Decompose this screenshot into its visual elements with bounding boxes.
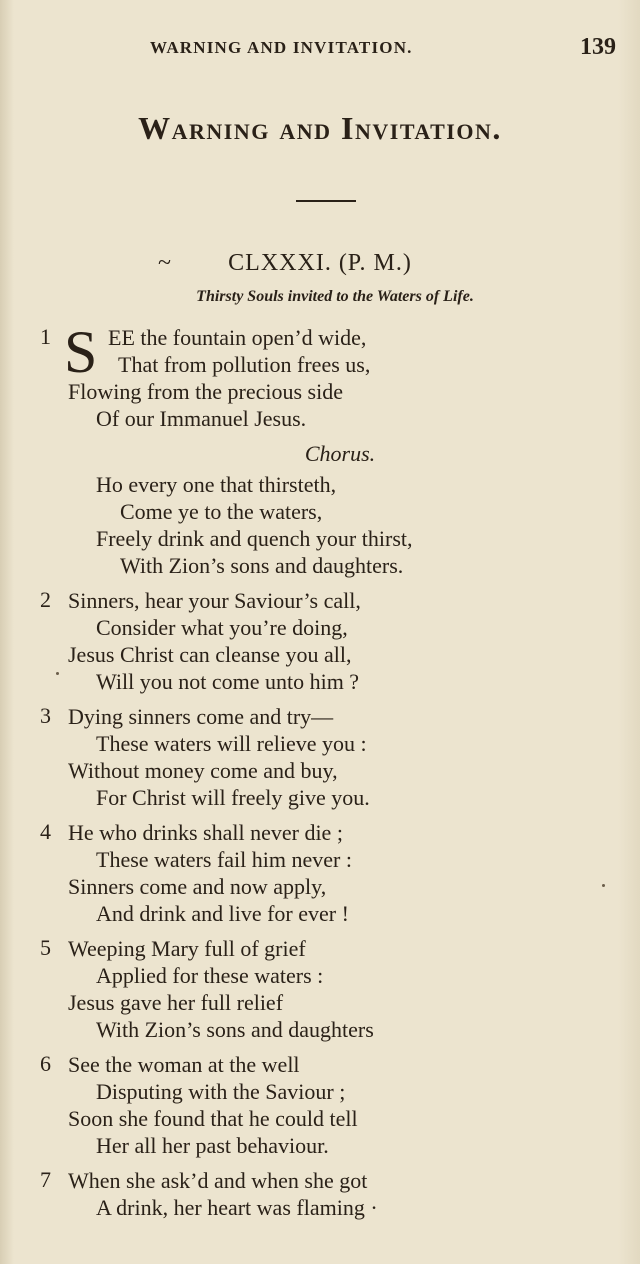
verse-line: Without money come and buy, bbox=[68, 758, 338, 783]
stanza-3 bbox=[0, 703, 640, 811]
hymn-number-text: CLXXXI. (P. M.) bbox=[228, 250, 412, 276]
verse-line: Dying sinners come and try— bbox=[68, 704, 334, 729]
verse-line: See the woman at the well bbox=[68, 1052, 300, 1077]
verse-line: Sinners come and now apply, bbox=[68, 874, 327, 899]
chorus-line: Freely drink and quench your thirst, bbox=[96, 526, 413, 551]
chorus-line: Ho every one that thirsteth, bbox=[96, 472, 337, 497]
verse-line: Applied for these waters : bbox=[96, 963, 324, 988]
stanza-number: 6 bbox=[40, 1051, 51, 1076]
paper-speck bbox=[56, 672, 59, 675]
paper-speck bbox=[602, 884, 605, 887]
verse-line: Consider what you’re doing, bbox=[96, 615, 348, 640]
title-divider bbox=[296, 200, 356, 202]
verse-line: For Christ will freely give you. bbox=[96, 785, 370, 810]
page-number: 139 bbox=[580, 34, 616, 60]
stanza-6 bbox=[0, 1051, 640, 1159]
verse-line: Of our Immanuel Jesus. bbox=[96, 406, 307, 431]
verse-line: Sinners, hear your Saviour’s call, bbox=[68, 588, 361, 613]
stanza-1 bbox=[0, 319, 640, 432]
verse-line: He who drinks shall never die ; bbox=[68, 820, 343, 845]
verse-line: Weeping Mary full of grief bbox=[68, 936, 306, 961]
stanza-number: 3 bbox=[40, 703, 51, 728]
stanza-number: 2 bbox=[40, 587, 51, 612]
running-head: WARNING AND INVITATION. bbox=[150, 38, 413, 57]
verse-line: Flowing from the precious side bbox=[68, 379, 343, 404]
stanza-4 bbox=[0, 819, 640, 927]
stanza-number: 1 bbox=[40, 324, 51, 349]
drop-cap: S bbox=[64, 319, 98, 385]
verse-line: A drink, her heart was flaming · bbox=[96, 1195, 378, 1220]
chorus bbox=[0, 471, 640, 579]
stanza-7 bbox=[0, 1167, 640, 1221]
chorus-line: With Zion’s sons and daughters. bbox=[120, 553, 404, 578]
stanza-number: 7 bbox=[40, 1167, 51, 1192]
stanza-2 bbox=[0, 587, 640, 695]
verse-line: These waters will relieve you : bbox=[96, 731, 367, 756]
verse-line: That from pollution frees us, bbox=[118, 352, 371, 377]
verse-line: When she ask’d and when she got bbox=[68, 1168, 368, 1193]
page-header bbox=[150, 36, 620, 64]
verse-line: Jesus gave her full relief bbox=[68, 990, 284, 1015]
section-title: Warning and Invitation. bbox=[138, 110, 502, 146]
ornament-dash-icon: ~ bbox=[158, 250, 172, 276]
verse-line: EE the fountain open’d wide, bbox=[108, 325, 367, 350]
stanza-number: 5 bbox=[40, 935, 51, 960]
hymn-number bbox=[0, 250, 640, 277]
hymn-verses bbox=[0, 319, 640, 1229]
verse-line: Her all her past behaviour. bbox=[96, 1133, 329, 1158]
verse-line: Will you not come unto him ? bbox=[96, 669, 360, 694]
stanza-5 bbox=[0, 935, 640, 1043]
verse-line: With Zion’s sons and daughters bbox=[96, 1017, 374, 1042]
chorus-line: Come ye to the waters, bbox=[120, 499, 323, 524]
chorus-label: Chorus. bbox=[304, 441, 376, 466]
verse-line: Jesus Christ can cleanse you all, bbox=[68, 642, 352, 667]
hymn-subtitle: Thirsty Souls invited to the Waters of Life. bbox=[196, 288, 474, 305]
verse-line: These waters fail him never : bbox=[96, 847, 352, 872]
verse-line: Disputing with the Saviour ; bbox=[96, 1079, 346, 1104]
verse-line: Soon she found that he could tell bbox=[68, 1106, 358, 1131]
stanza-number: 4 bbox=[40, 819, 51, 844]
verse-line: And drink and live for ever ! bbox=[96, 901, 349, 926]
